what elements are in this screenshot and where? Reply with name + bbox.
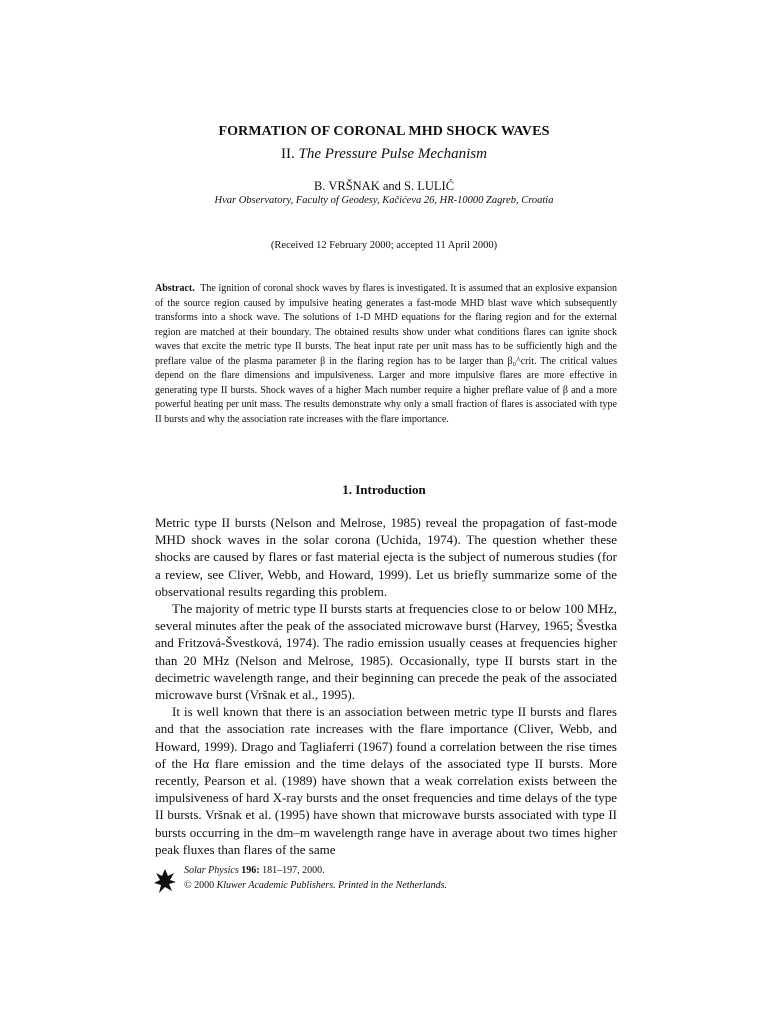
copyright-symbol: ©	[184, 880, 192, 891]
abstract-text: The ignition of coronal shock waves by flares is investigated. It is assumed that an explosive expansion of the source region caused by impulsive heating generates a fast-mode MHD blast wave which subsequently transforms into a shock wave. The solutions of 1-D MHD equations for the flaring region and for the external region are matched at their boundary. The obtained results show under what conditions flares can ignite shock waves that excite the metric type II bursts. The heat input rate per unit mass has to be sufficiently high and the preflare value of the plasma parameter β in the flaring region has to be larger than β₀^crit. The critical values depend on the flare dimensions and impulsiveness. Larger and more impulsive flares are more effective in generating type II bursts. Shock waves of a higher Mach number require a higher preflare value of β and a more powerful heating per unit mass. The results demonstrate why only a small fraction of flares is associated with type II bursts and why the association rate increases with the flare importance.	[155, 283, 618, 425]
kluwer-logo-icon	[154, 867, 176, 895]
paragraph: The majority of metric type II bursts starts at frequencies close to or below 100 MHz, several minutes after the peak of the associated microwave burst (Harvey, 1965; Švestka and Fritzová-Švestková, 1974). The radio emission usually ceases at frequencies higher than 20 MHz (Nelson and Melrose, 1985). Occasionally, type II bursts start in the decimetric wavelength range, and their beginning can precede the peak of the associated microwave burst (Vršnak et al., 1995).	[155, 601, 617, 703]
section-heading: 1. Introduction	[342, 482, 426, 497]
subtitle-numeral: II.	[281, 146, 295, 162]
paper-title: FORMATION OF CORONAL MHD SHOCK WAVES	[218, 124, 550, 139]
printed-note: Printed in the Netherlands.	[338, 880, 447, 891]
footer	[154, 865, 574, 899]
journal-name: Solar Physics	[184, 865, 239, 876]
copyright-year: 2000	[194, 880, 215, 891]
body-text	[155, 514, 617, 858]
publisher: Kluwer Academic Publishers.	[216, 880, 336, 891]
paper-subtitle	[0, 146, 768, 163]
abstract-label: Abstract.	[155, 283, 195, 294]
journal-volume: 196:	[241, 865, 260, 876]
authors: B. VRŠNAK and S. LULIĆ	[313, 179, 455, 193]
subtitle-text: The Pressure Pulse Mechanism	[298, 146, 487, 162]
received-dates: (Received 12 February 2000; accepted 11 April 2000)	[270, 240, 498, 251]
copyright-line	[184, 880, 447, 891]
affiliation: Hvar Observatory, Faculty of Geodesy, Kačićeva 26, HR-10000 Zagreb, Croatia	[214, 195, 554, 206]
journal-citation	[184, 865, 325, 876]
paragraph: Metric type II bursts (Nelson and Melrose, 1985) reveal the propagation of fast-mode MHD shock waves in the solar corona (Uchida, 1974). The question whether these shocks are caused by flares or fast material ejecta is the subject of numerous studies (for a review, see Cliver, Webb, and Howard, 1999). Let us briefly summarize some of the observational results regarding this problem.	[155, 515, 617, 599]
paragraph: It is well known that there is an association between metric type II bursts and flares and that the association rate increases with the flare importance (Cliver, Webb, and Howard, 1999). Drago and Tagliaferri (1967) found a correlation between the rise times of the Hα flare emission and the time delays of the associated type II bursts. More recently, Pearson et al. (1989) have shown that a weak correlation exists between the impulsiveness of hard X-ray bursts and the onset frequencies and time delays of the type II bursts. Vršnak et al. (1995) have shown that microwave bursts associated with type II bursts occurring in the dm–m wavelength range have in average about two times higher peak fluxes than flares of the same	[155, 704, 617, 857]
journal-pages-year: 181–197, 2000.	[262, 865, 325, 876]
abstract	[155, 282, 617, 427]
